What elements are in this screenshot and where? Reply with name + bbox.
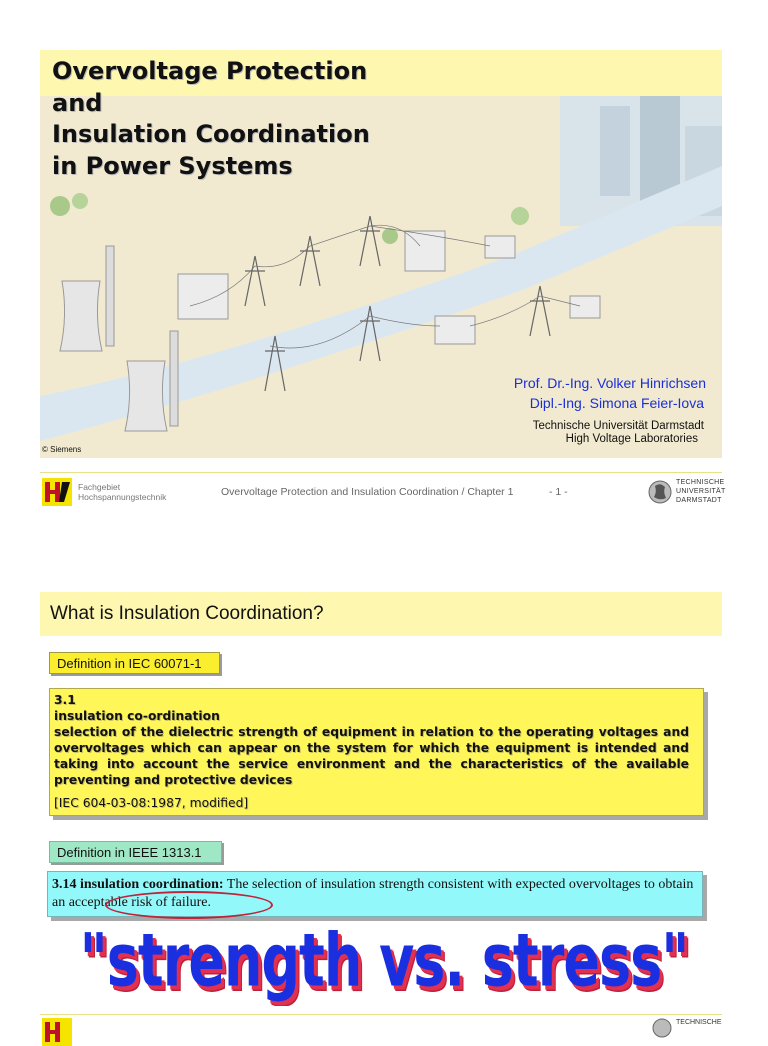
course-name: Overvoltage Protection and Insulation Coordination / Chapter 1 [221, 486, 514, 498]
university-name: TECHNISCHE [676, 1019, 722, 1026]
department-line: Fachgebiet [78, 482, 121, 492]
title-line: and [52, 88, 103, 117]
image-credit: © Siemens [42, 445, 82, 454]
department-name [78, 482, 166, 502]
title-line: in Power Systems [52, 151, 293, 180]
definition-term: insulation co-ordination [54, 709, 220, 723]
definition-term: 3.14 insulation coordination: [52, 877, 224, 892]
definition-text: selection of the dielectric strength of equipment in relation to the operating voltages and overvoltages which can appear on the system for which the equipment is intended and taking into account the service environment and the characteristics of the available preventing and protective devices [54, 725, 689, 787]
university-line: DARMSTADT [676, 497, 722, 504]
tu-darmstadt-logo-icon [648, 478, 672, 506]
page-number: - 1 - [549, 486, 568, 498]
author-name: Dipl.-Ing. Simona Feier-Iova [529, 395, 704, 411]
definition-text: The selection of insulation strength consistent with expected overvoltages to obtain an acceptable risk of failure. [52, 877, 694, 910]
footer-divider [40, 472, 722, 473]
author-name: Prof. Dr.-Ing. Volker Hinrichsen [513, 375, 706, 391]
definition-reference: [IEC 604-03-08:1987, modified] [54, 796, 249, 810]
iec-definition-box [49, 688, 704, 816]
ieee-definition-tag: Definition in IEEE 1313.1 [49, 841, 222, 863]
title-line: Insulation Coordination [52, 120, 370, 148]
footer-divider [40, 1014, 722, 1015]
institution-name: Technische Universität Darmstadt [532, 420, 704, 432]
university-line: UNIVERSITÄT [676, 488, 726, 495]
clause-number: 3.1 [54, 693, 76, 707]
highlight-ellipse [105, 891, 273, 919]
slogan-text: "strength vs. stress" [79, 918, 689, 1004]
hv-logo-icon [42, 1018, 72, 1046]
title-line: Overvoltage Protection [52, 57, 368, 85]
tu-darmstadt-logo-icon [652, 1018, 672, 1038]
university-line: TECHNISCHE [676, 479, 725, 486]
hv-logo-icon [42, 478, 72, 506]
department-line: Hochspannungstechnik [78, 492, 167, 502]
iec-definition-tag: Definition in IEC 60071-1 [49, 652, 220, 674]
lab-name: High Voltage Laboratories [565, 433, 698, 445]
slide-title [52, 56, 412, 182]
slide-title: What is Insulation Coordination? [50, 603, 324, 624]
university-name [676, 478, 726, 505]
